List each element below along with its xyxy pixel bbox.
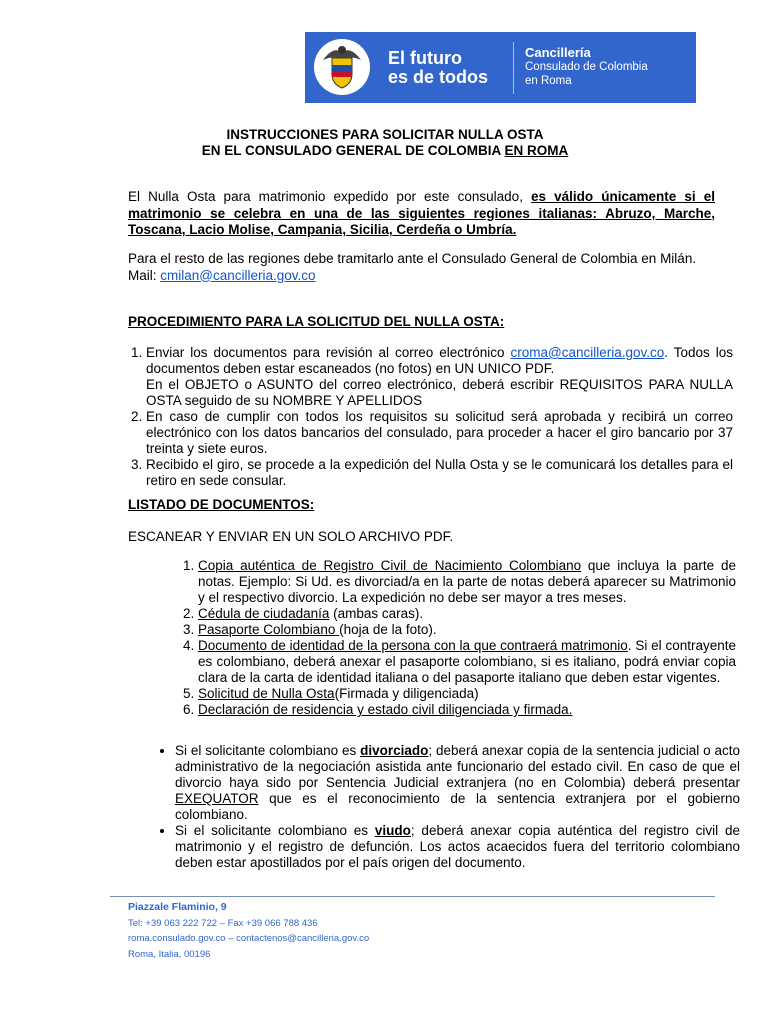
footer-city: Roma, Italia, 00196 — [128, 948, 211, 960]
list-item: • Si el solicitante colombiano es divorciado; deberá anexar copia de la sentencia judicial o acto administrativo de la negociación asistida ante funcionario del estado civil. En caso de que el divorcio haya sido por Sentencia Judicial extranjera (no en Colombia) deberá presentar EXEQUATOR que es el reconocimiento de la sentencia extranjera por el gobierno colombiano. — [175, 743, 740, 823]
slogan: El futuro es de todos — [388, 48, 489, 87]
documents-heading: LISTADO DE DOCUMENTOS: — [128, 497, 315, 512]
header-banner — [305, 32, 696, 103]
documents-list — [177, 558, 736, 718]
procedure-heading: PROCEDIMIENTO PARA LA SOLICITUD DEL NULLA OSTA: — [128, 314, 505, 329]
milan-email-link[interactable]: cmilan@cancilleria.gov.co — [160, 267, 316, 283]
list-item: 6. Declaración de residencia y estado civil diligenciada y firmada. — [198, 702, 736, 718]
other-regions-paragraph: Para el resto de las regiones debe tramitarlo ante el Consulado General de Colombia en Milán. Mail: cmilan@cancilleria.gov.co — [128, 251, 697, 283]
conditions-list — [150, 743, 740, 871]
document-title: INSTRUCCIONES PARA SOLICITAR NULLA OSTA EN EL CONSULADO GENERAL DE COLOMBIA EN ROMA — [201, 127, 569, 158]
procedure-steps — [128, 345, 733, 489]
scan-instruction: ESCANEAR Y ENVIAR EN UN SOLO ARCHIVO PDF. — [128, 529, 454, 544]
footer-emails: roma.consulado.gov.co – contactenos@cancilleria.gov.co — [128, 933, 370, 944]
list-item: 1. Copia auténtica de Registro Civil de Nacimiento Colombiano que incluya la parte de notas. Ejemplo: Si Ud. es divorciad/a en la parte de notas deberá aparecer su Matrimonio y el respectivo divorcio. La expedición no debe ser mayor a tres meses. — [198, 558, 736, 606]
list-item: 2. Cédula de ciudadanía (ambas caras). — [198, 606, 736, 622]
intro-paragraph: El Nulla Osta para matrimonio expedido por este consulado, es válido únicamente si el matrimonio se celebra en una de las siguientes regiones italianas: Abruzo, Marche, Toscana, Lacio Molise, Campania, Sicilia, Cerdeña o Umbría. — [128, 189, 715, 237]
footer — [128, 900, 369, 962]
rome-email-link[interactable]: croma@cancilleria.gov.co — [510, 345, 665, 360]
footer-phone: Tel: +39 063 222 722 – Fax +39 066 788 436 — [128, 917, 318, 929]
list-item: 5. Solicitud de Nulla Osta(Firmada y diligenciada) — [198, 686, 736, 702]
footer-address: Piazzale Flaminio, 9 — [128, 901, 227, 913]
list-item: 3. Pasaporte Colombiano (hoja de la foto). — [198, 622, 736, 638]
list-item: 2. En caso de cumplir con todos los requisitos su solicitud será aprobada y recibirá un correo electrónico con los datos bancarios del consulado, para proceder a hacer el giro bancario por 37 treinta y siete euros. — [146, 409, 733, 457]
banner-divider — [513, 42, 514, 94]
list-item: 1. Enviar los documentos para revisión al correo electrónico croma@cancilleria.gov.co. Todos los documentos deben estar escaneados (no fotos) en UN UNICO PDF. En el OBJETO o ASUNTO del correo electrónico, deberá escribir REQUISITOS PARA NULLA OSTA seguido de su NOMBRE Y APELLIDOS — [146, 345, 733, 409]
coat-of-arms-icon — [313, 38, 371, 96]
institution-name: Cancillería Consulado de Colombia en Roma — [525, 45, 648, 87]
list-item: 3. Recibido el giro, se procede a la expedición del Nulla Osta y se le comunicará los detalles para el retiro en sede consular. — [146, 457, 733, 489]
list-item: • Si el solicitante colombiano es viudo; deberá anexar copia auténtica del registro civil de matrimonio y el registro de defunción. Los actos acaecidos fuera del territorio colombiano deben estar apostillados por el país origen del documento. — [175, 823, 740, 871]
footer-divider — [110, 896, 715, 897]
list-item: 4. Documento de identidad de la persona con la que contraerá matrimonio. Si el contrayente es colombiano, deberá anexar el pasaporte colombiano, si es italiano, podrá enviar copia clara de la carta de identidad italiana o del pasaporte italiano que deben estar vigentes. — [198, 638, 736, 686]
